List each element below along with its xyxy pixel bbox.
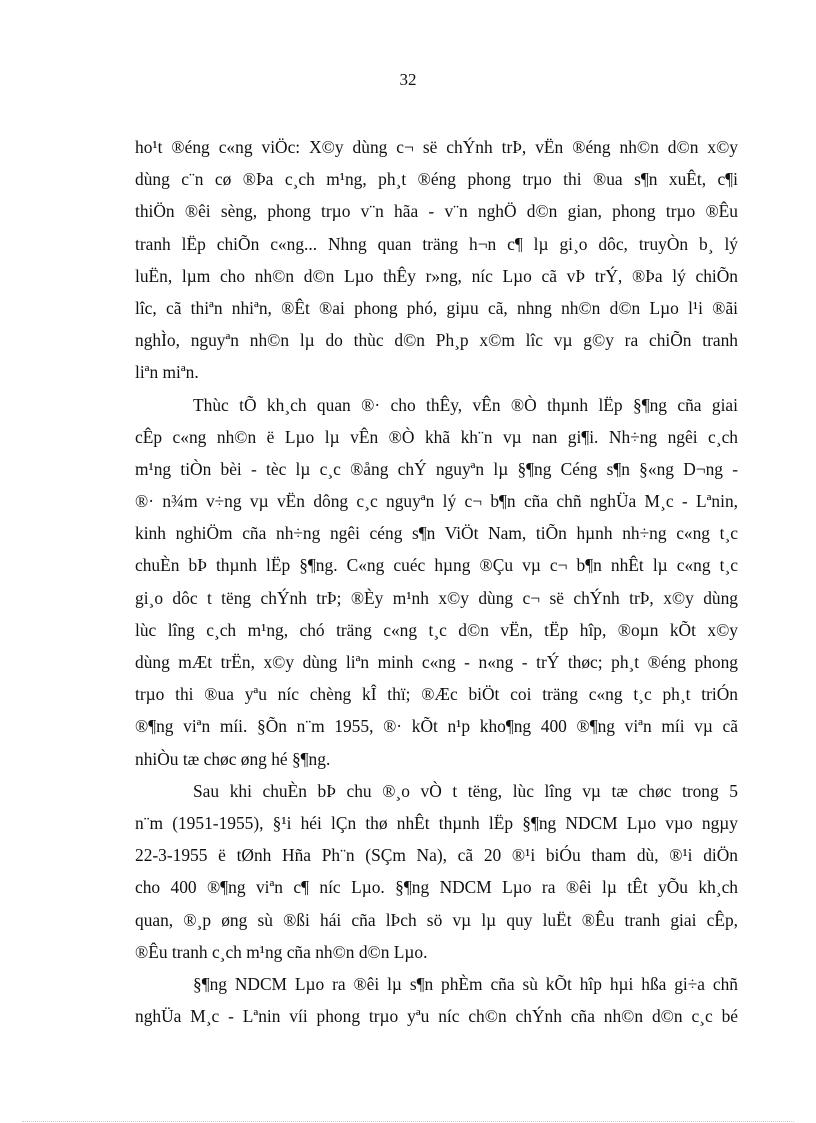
text-line: m¹ng tiÒn bèi - tèc lµ c¸c ®ång chÝ nguyªn lµ §¶ng Céng s¶n §«ng D¬ng - [135,458,738,479]
text-line: lùc lîng c¸ch m¹ng, chó träng c«ng t¸c d©n vËn, tËp hîp, ®oµn kÕt x©y [135,619,738,640]
text-line: Sau khi chuÈn bÞ chu ®¸o vÒ t tëng, lùc lîng vµ tæ chøc trong 5 [193,780,738,801]
text-line: ho¹t ®éng c«ng viÖc: X©y dùng c¬ së chÝnh trÞ, vËn ®éng nh©n d©n x©y [135,137,738,157]
text-line: tranh lËp chiÕn c«ng... Nhng quan träng h¬n c¶ lµ gi¸o dôc, truyÒn b¸ lý [135,233,738,254]
text-line: trµo thi ®ua yªu níc chèng kÎ thï; ®Æc biÖt coi träng c«ng t¸c ph¸t triÓn [135,684,738,705]
text-line: §¶ng NDCM Lµo ra ®êi lµ s¶n phÈm cña sù kÕt hîp hµi hßa gi÷a chñ [193,973,738,994]
text-line: dùng c¨n cø ®Þa c¸ch m¹ng, ph¸t ®éng phong trµo thi ®ua s¶n xuÊt, c¶i [135,169,738,190]
text-line: thiÖn ®êi sèng, phong trµo v¨n hãa - v¨n nghÖ d©n gian, phong trµo ®Êu [135,201,738,222]
text-line: 22-3-1955 ë tØnh Hña Ph¨n (SÇm Na), cã 20 ®¹i biÓu tham dù, ®¹i diÖn [135,845,738,866]
text-line: kinh nghiÖm cña nh÷ng ngêi céng s¶n ViÖt Nam, tiÕn hµnh nh÷ng c«ng t¸c [135,523,738,544]
text-line: n¨m (1951-1955), §¹i héi lÇn thø nhÊt thµnh lËp §¶ng NDCM Lµo vµo ngµy [135,812,738,833]
text-line: cÊp c«ng nh©n ë Lµo lµ vÊn ®Ò khã kh¨n vµ nan gi¶i. Nh÷ng ngêi c¸ch [135,426,738,447]
text-line: liªn miªn. [135,362,199,383]
text-line: chuÈn bÞ thµnh lËp §¶ng. C«ng cuéc hµng ®Çu vµ c¬ b¶n nhÊt lµ c«ng t¸c [135,555,738,576]
text-line: luËn, lµm cho nh©n d©n Lµo thÊy r»ng, níc Lµo cã vÞ trÝ, ®Þa lý chiÕn [135,265,738,286]
text-line: ®Êu tranh c¸ch m¹ng cña nh©n d©n Lµo. [135,941,428,962]
text-line: gi¸o dôc t tëng chÝnh trÞ; ®Èy m¹nh x©y dùng c¬ së chÝnh trÞ, x©y dùng [135,587,738,608]
page-bottom-rule [22,1121,794,1122]
text-line: nghÜa M¸c - Lªnin víi phong trµo yªu níc ch©n chÝnh cña nh©n d©n c¸c bé [135,1006,738,1027]
page-number: 32 [399,70,417,89]
text-line: quan, ®¸p øng sù ®ßi hái cña lÞch sö vµ lµ quy luËt ®Êu tranh giai cÊp, [135,909,738,930]
text-line: ®¶ng viªn míi. §Õn n¨m 1955, ®· kÕt n¹p kho¶ng 400 ®¶ng viªn míi vµ cã [135,716,738,737]
text-line: lîc, cã thiªn nhiªn, ®Êt ®ai phong phó, giµu cã, nhng nh©n d©n Lµo l¹i ®ãi [135,297,738,318]
text-line: cho 400 ®¶ng viªn c¶ níc Lµo. §¶ng NDCM Lµo ra ®êi lµ tÊt yÕu kh¸ch [135,877,738,898]
body-text [135,131,738,1032]
text-line: nhiÒu tæ chøc øng hé §¶ng. [135,748,331,769]
text-line: nghÌo, nguyªn nh©n lµ do thùc d©n Ph¸p x©m lîc vµ g©y ra chiÕn tranh [135,330,738,351]
text-line: ®· n¾m v÷ng vµ vËn dông c¸c nguyªn lý c¬ b¶n cña chñ nghÜa M¸c - Lªnin, [135,491,738,512]
text-line: dùng mÆt trËn, x©y dùng liªn minh c«ng - n«ng - trÝ thøc; ph¸t ®éng phong [135,652,738,672]
text-line: Thùc tÕ kh¸ch quan ®· cho thÊy, vÊn ®Ò thµnh lËp §¶ng cña giai [193,394,738,415]
